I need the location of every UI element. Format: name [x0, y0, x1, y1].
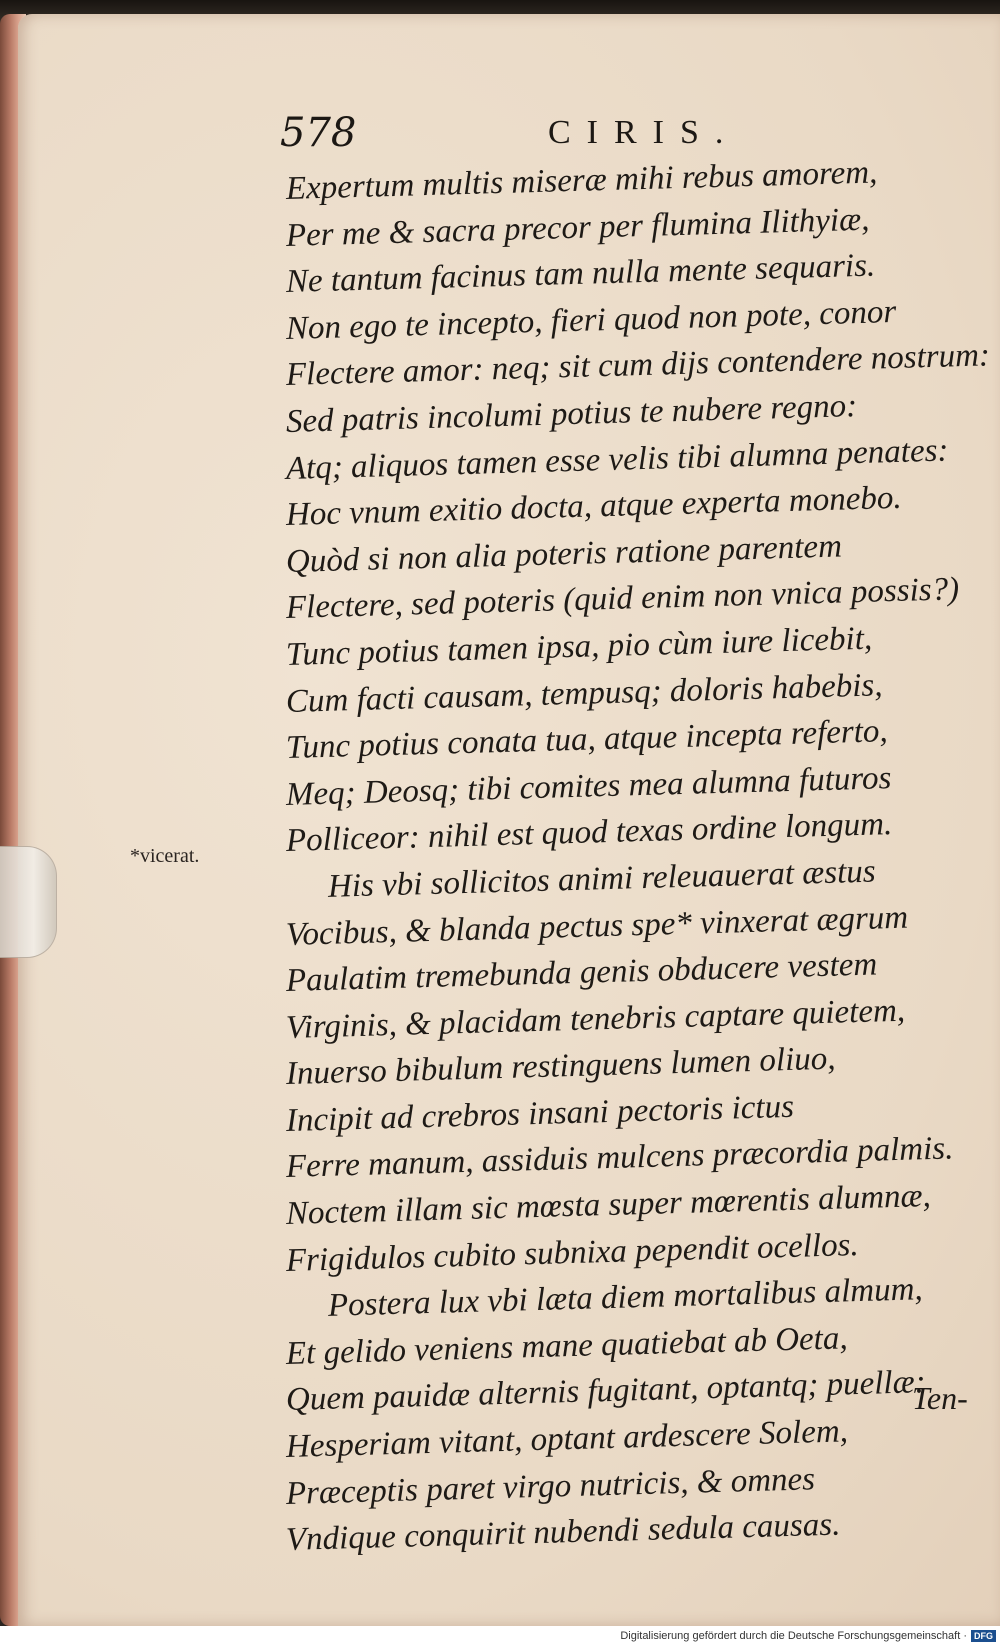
- verse-line: Tunc potius tamen ipsa, pio cùm iure licebit,: [285, 620, 873, 673]
- verse-line: Præceptis paret virgo nutricis, & omnes: [285, 1460, 816, 1512]
- verse-line: Paulatim tremebunda genis obducere vestem: [285, 946, 878, 1000]
- verse-line: Inuerso bibulum restinguens lumen oliuo,: [285, 1040, 836, 1093]
- verse-line: Ferre manum, assiduis mulcens præcordia palmis.: [285, 1130, 954, 1186]
- credit-text: Digitalisierung gefördert durch die Deutsche Forschungsgemeinschaft ·: [620, 1630, 967, 1642]
- verse-line: Tunc potius conata tua, atque incepta referto,: [285, 713, 889, 767]
- verse-line: Atq; aliquos tamen esse velis tibi alumna penates:: [285, 432, 949, 487]
- page-clip: [0, 846, 57, 958]
- verse-line: Noctem illam sic mœsta super mœrentis alumnæ,: [285, 1178, 932, 1233]
- verse-line: Vocibus, & blanda pectus spe* vinxerat ægrum: [285, 899, 909, 953]
- verse-line: Ne tantum facinus tam nulla mente sequaris.: [285, 247, 876, 301]
- verse-line: Flectere amor: neq; sit cum dijs contendere nostrum:: [285, 337, 991, 394]
- page-number: 578: [280, 110, 357, 156]
- verse-line: Hoc vnum exitio docta, atque experta monebo.: [285, 479, 903, 534]
- verse-line: Incipit ad crebros insani pectoris ictus: [285, 1088, 795, 1139]
- verse-line: Cum facti causam, tempusq; doloris habebis,: [285, 666, 883, 720]
- verse-line: Sed patris incolumi potius te nubere regno:: [285, 388, 858, 440]
- verse-text: [285, 154, 991, 1564]
- verse-line: Non ego te incepto, fieri quod non pote, conor: [285, 293, 897, 347]
- verse-line: Hesperiam vitant, optant ardescere Solem,: [285, 1413, 849, 1466]
- verse-line: Quem pauidæ alternis fugitant, optantq; puellæ:: [285, 1364, 927, 1419]
- verse-line: Polliceor: nihil est quod texas ordine longum.: [285, 806, 893, 860]
- verse-line: Virginis, & placidam tenebris captare quietem,: [285, 992, 906, 1046]
- digitization-credit: [620, 1630, 996, 1642]
- verse-line: Et gelido veniens mane quatiebat ab Oeta,: [285, 1320, 849, 1372]
- verse-line: Per me & sacra precor per flumina Ilithyiæ,: [285, 201, 870, 254]
- verse-line: Expertum multis miseræ mihi rebus amorem,: [285, 154, 878, 207]
- page-header: [280, 110, 800, 156]
- catchword: Ten-: [912, 1380, 968, 1416]
- verse-line: Meq; Deosq; tibi comites mea alumna futuros: [285, 759, 892, 813]
- verse-line: His vbi sollicitos animi releuauerat æstus: [327, 853, 877, 905]
- running-title: CIRIS.: [548, 114, 740, 151]
- verse-line: Frigidulos cubito subnixa pependit ocellos.: [285, 1226, 860, 1279]
- verse-line: Flectere, sed poteris (quid enim non vnica possis?): [285, 571, 960, 627]
- marginal-note: *vicerat.: [130, 845, 200, 867]
- dfg-logo-icon: DFG: [971, 1630, 996, 1642]
- verse-line: Vndique conquirit nubendi sedula causas.: [285, 1506, 841, 1559]
- verse-line: Quòd si non alia poteris ratione parentem: [285, 528, 843, 580]
- verse-line: Postera lux vbi læta diem mortalibus almum,: [327, 1271, 924, 1325]
